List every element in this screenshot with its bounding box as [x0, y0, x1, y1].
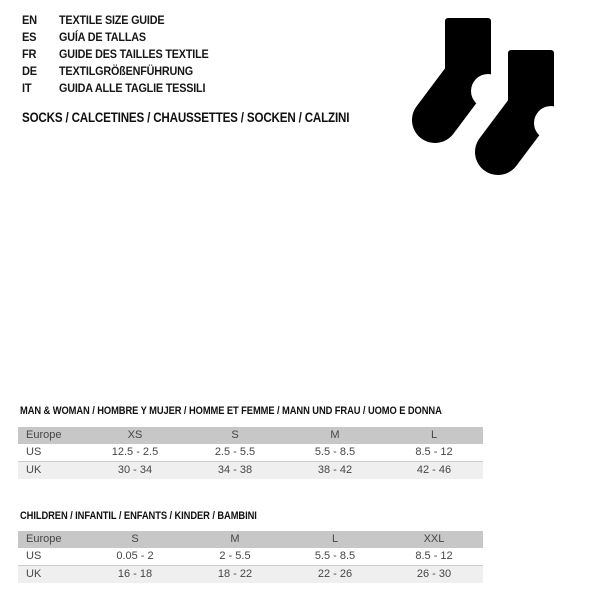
language-code: FR [22, 46, 37, 61]
row-label: UK [26, 464, 42, 476]
size-cell: 2.5 - 5.5 [214, 446, 256, 458]
language-label: GUÍA DE TALLAS [59, 29, 146, 44]
category-heading: SOCKS / CALCETINES / CHAUSSETTES / SOCKEN / CALZINI [22, 110, 350, 125]
column-header-size: S [231, 429, 239, 441]
language-row-it [22, 79, 225, 96]
language-label: TEXTILGRÖßENFÜHRUNG [59, 63, 193, 78]
language-row-fr [22, 45, 225, 62]
table-row-us [18, 548, 483, 566]
language-label: GUIDE DES TAILLES TEXTILE [59, 46, 209, 61]
column-header-size: M [330, 429, 340, 441]
size-cell: 8.5 - 12 [415, 446, 453, 458]
row-label: US [26, 550, 42, 562]
column-header-size: XXL [423, 533, 445, 545]
size-cell: 26 - 30 [416, 568, 452, 580]
size-cell: 30 - 34 [117, 464, 153, 476]
children-size-table [18, 531, 483, 583]
size-cell: 18 - 22 [217, 568, 253, 580]
size-cell: 2 - 5.5 [219, 550, 251, 562]
language-code: DE [22, 63, 37, 78]
size-cell: 22 - 26 [317, 568, 353, 580]
column-header-region: Europe [26, 429, 62, 441]
man-woman-table-title: MAN & WOMAN / HOMBRE Y MUJER / HOMME ET FEMME / MANN UND FRAU / UOMO E DONNA [20, 405, 442, 417]
table-row-us [18, 444, 483, 462]
size-cell: 8.5 - 12 [415, 550, 453, 562]
language-label: GUIDA ALLE TAGLIE TESSILI [59, 80, 206, 95]
language-row-de [22, 62, 225, 79]
size-cell: 16 - 18 [117, 568, 153, 580]
size-cell: 12.5 - 2.5 [111, 446, 159, 458]
column-header-size: S [131, 533, 139, 545]
table-row-uk [18, 462, 483, 480]
size-cell: 38 - 42 [317, 464, 353, 476]
column-header-region: Europe [26, 533, 62, 545]
table-header-row [18, 427, 483, 444]
language-row-en [22, 11, 225, 28]
language-row-es [22, 28, 225, 45]
size-cell: 5.5 - 8.5 [314, 550, 356, 562]
man-woman-size-table [18, 427, 483, 479]
table-row-uk [18, 566, 483, 584]
language-code: IT [22, 80, 32, 95]
size-cell: 42 - 46 [416, 464, 452, 476]
size-cell: 34 - 38 [217, 464, 253, 476]
size-cell: 5.5 - 8.5 [314, 446, 356, 458]
size-cell: 0.05 - 2 [116, 550, 154, 562]
table-header-row [18, 531, 483, 548]
language-code: ES [22, 29, 37, 44]
column-header-size: XS [127, 429, 143, 441]
row-label: UK [26, 568, 42, 580]
column-header-size: L [430, 429, 438, 441]
children-table-title: CHILDREN / INFANTIL / ENFANTS / KINDER / BAMBINI [20, 510, 257, 522]
column-header-size: M [230, 533, 240, 545]
language-guide-list [22, 11, 225, 96]
language-code: EN [22, 12, 37, 27]
row-label: US [26, 446, 42, 458]
column-header-size: L [331, 533, 339, 545]
socks-icon [378, 6, 578, 186]
language-label: TEXTILE SIZE GUIDE [59, 12, 165, 27]
